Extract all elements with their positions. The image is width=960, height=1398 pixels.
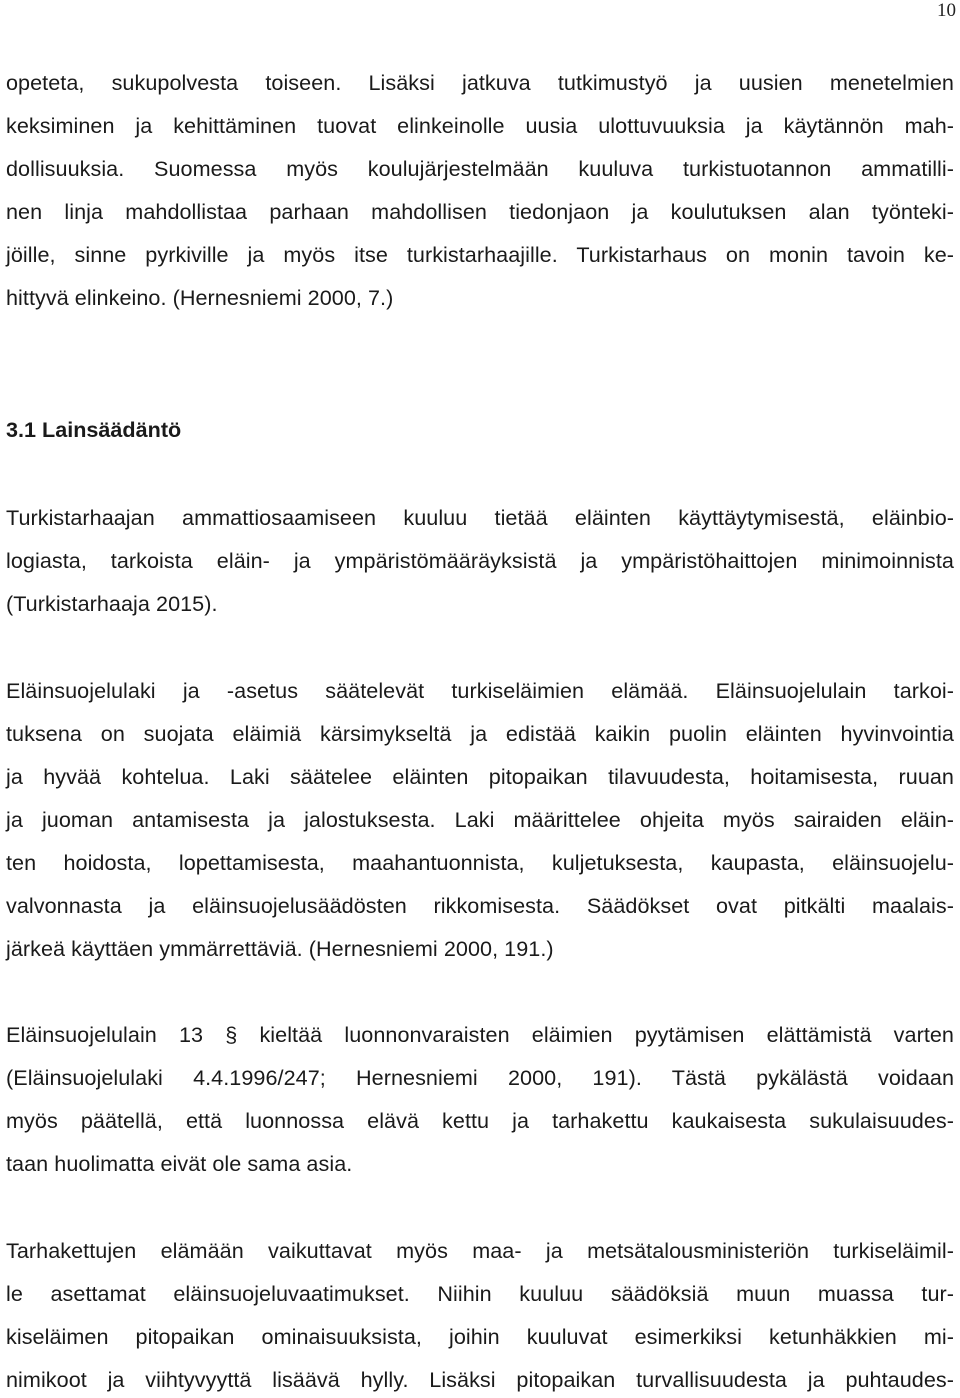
text-line: nen linja mahdollistaa parhaan mahdollisen tiedonjaon ja koulutuksen alan työnteki- [6, 199, 954, 224]
text-line: myös päätellä, että luonnossa elävä kettu ja tarhakettu kaukaisesta sukulaisuudes- [6, 1108, 954, 1133]
text-line: keksiminen ja kehittäminen tuovat elinkeinolle uusia ulottuvuuksia ja käytännön mah- [6, 113, 954, 138]
text-line: Turkistarhaajan ammattiosaamiseen kuuluu tietää eläinten käyttäytymisestä, eläinbio- [6, 505, 954, 530]
text-line: ja hyvää kohtelua. Laki säätelee eläinten pitopaikan tilavuudesta, hoitamisesta, ruuan [6, 764, 954, 789]
text-line: kiseläimen pitopaikan ominaisuuksista, joihin kuuluvat esimerkiksi ketunhäkkien mi- [6, 1324, 954, 1349]
text-line: taan huolimatta eivät ole sama asia. [6, 1151, 353, 1176]
text-line: tuksena on suojata eläimiä kärsimykseltä ja edistää kaikin puolin eläinten hyvinvointia [6, 721, 954, 746]
text-line: järkeä käyttäen ymmärrettäviä. (Hernesniemi 2000, 191.) [6, 936, 554, 961]
text-line: dollisuuksia. Suomessa myös koulujärjestelmään kuuluva turkistuotannon ammatilli- [6, 156, 954, 181]
text-line: le asettamat eläinsuojeluvaatimukset. Niihin kuuluu säädöksiä muun muassa tur- [6, 1281, 954, 1306]
text-line: valvonnasta ja eläinsuojelusäädösten rikkomisesta. Säädökset ovat pitkälti maalais- [6, 893, 954, 918]
section-heading: 3.1 Lainsäädäntö [6, 417, 182, 442]
text-line: logiasta, tarkoista eläin- ja ympäristömääräyksistä ja ympäristöhaittojen minimoinnista [6, 548, 954, 573]
text-line: Tarhakettujen elämään vaikuttavat myös maa- ja metsätalousministeriön turkiseläimil- [6, 1238, 954, 1263]
text-line: nimikoot ja viihtyvyyttä lisäävä hylly. Lisäksi pitopaikan turvallisuudesta ja puhtaudes- [6, 1367, 954, 1392]
page-number: 10 [937, 0, 956, 21]
text-line: jöille, sinne pyrkiville ja myös itse turkistarhaajille. Turkistarhaus on monin tavoin ke- [6, 242, 954, 267]
text-line: Eläinsuojelulaki ja -asetus säätelevät turkiseläimien elämää. Eläinsuojelulain tarkoi- [6, 678, 954, 703]
text-line: ten hoidosta, lopettamisesta, maahantuonnista, kuljetuksesta, kaupasta, eläinsuojelu- [6, 850, 954, 875]
text-line: hittyvä elinkeino. (Hernesniemi 2000, 7.) [6, 285, 394, 310]
text-line: (Eläinsuojelulaki 4.4.1996/247; Hernesniemi 2000, 191). Tästä pykälästä voidaan [6, 1065, 954, 1090]
text-line: (Turkistarhaaja 2015). [6, 591, 218, 616]
text-line: Eläinsuojelulain 13 § kieltää luonnonvaraisten eläimien pyytämisen elättämistä varten [6, 1022, 954, 1047]
text-line: ja juoman antamisesta ja jalostuksesta. Laki määrittelee ohjeita myös sairaiden eläin- [6, 807, 954, 832]
text-line: opeteta, sukupolvesta toiseen. Lisäksi jatkuva tutkimustyö ja uusien menetelmien [6, 70, 954, 95]
